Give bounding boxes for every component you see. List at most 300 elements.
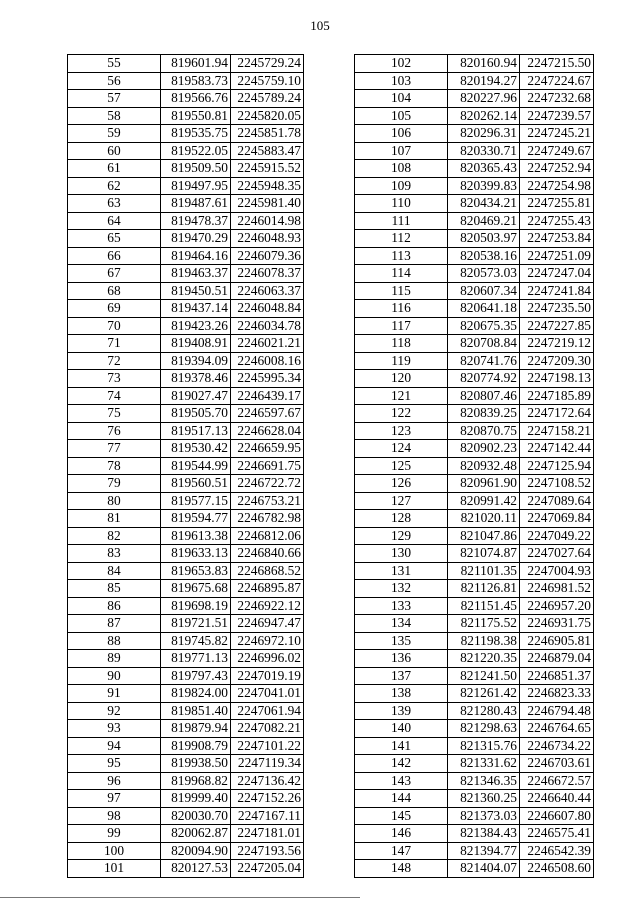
point-number-cell: 119	[355, 352, 448, 370]
table-row	[68, 230, 304, 248]
y-coordinate-cell: 2247069.84	[520, 510, 594, 528]
point-number-cell: 91	[68, 685, 161, 703]
table-row	[68, 265, 304, 283]
x-coordinate-cell: 821151.45	[448, 597, 520, 615]
y-coordinate-cell: 2247041.01	[231, 685, 304, 703]
x-coordinate-cell: 821315.76	[448, 737, 520, 755]
x-coordinate-cell: 820839.25	[448, 405, 520, 423]
point-number-cell: 69	[68, 300, 161, 318]
table-row	[68, 212, 304, 230]
point-number-cell: 137	[355, 667, 448, 685]
y-coordinate-cell: 2246879.04	[520, 650, 594, 668]
y-coordinate-cell: 2245981.40	[231, 195, 304, 213]
x-coordinate-cell: 819509.50	[161, 160, 231, 178]
point-number-cell: 62	[68, 177, 161, 195]
y-coordinate-cell: 2245759.10	[231, 72, 304, 90]
point-number-cell: 118	[355, 335, 448, 353]
x-coordinate-cell: 819721.51	[161, 615, 231, 633]
table-row	[68, 195, 304, 213]
point-number-cell: 105	[355, 107, 448, 125]
table-row	[68, 107, 304, 125]
table-row	[355, 755, 594, 773]
x-coordinate-cell: 819851.40	[161, 702, 231, 720]
table-row	[355, 702, 594, 720]
y-coordinate-cell: 2247249.67	[520, 142, 594, 160]
point-number-cell: 133	[355, 597, 448, 615]
table-row	[68, 825, 304, 843]
x-coordinate-cell: 821298.63	[448, 720, 520, 738]
point-number-cell: 104	[355, 90, 448, 108]
table-row	[355, 562, 594, 580]
y-coordinate-cell: 2246439.17	[231, 387, 304, 405]
table-row	[68, 510, 304, 528]
point-number-cell: 87	[68, 615, 161, 633]
y-coordinate-cell: 2245915.52	[231, 160, 304, 178]
y-coordinate-cell: 2247245.21	[520, 125, 594, 143]
point-number-cell: 127	[355, 492, 448, 510]
point-number-cell: 63	[68, 195, 161, 213]
point-number-cell: 81	[68, 510, 161, 528]
x-coordinate-cell: 819999.40	[161, 790, 231, 808]
x-coordinate-cell: 821331.62	[448, 755, 520, 773]
y-coordinate-cell: 2245789.24	[231, 90, 304, 108]
table-row	[68, 405, 304, 423]
x-coordinate-cell: 821373.03	[448, 807, 520, 825]
table-row	[355, 597, 594, 615]
table-row	[355, 685, 594, 703]
x-coordinate-cell: 820062.87	[161, 825, 231, 843]
point-number-cell: 109	[355, 177, 448, 195]
table-row	[355, 440, 594, 458]
x-coordinate-cell: 819437.14	[161, 300, 231, 318]
point-number-cell: 60	[68, 142, 161, 160]
table-row	[68, 580, 304, 598]
y-coordinate-cell: 2247004.93	[520, 562, 594, 580]
table-row	[68, 807, 304, 825]
x-coordinate-cell: 819550.81	[161, 107, 231, 125]
table-row	[68, 125, 304, 143]
point-number-cell: 138	[355, 685, 448, 703]
x-coordinate-cell: 819938.50	[161, 755, 231, 773]
x-coordinate-cell: 819879.94	[161, 720, 231, 738]
x-coordinate-cell: 820434.21	[448, 195, 520, 213]
y-coordinate-cell: 2247227.85	[520, 317, 594, 335]
point-number-cell: 82	[68, 527, 161, 545]
y-coordinate-cell: 2246823.33	[520, 685, 594, 703]
table-row	[68, 282, 304, 300]
y-coordinate-cell: 2246794.48	[520, 702, 594, 720]
y-coordinate-cell: 2247235.50	[520, 300, 594, 318]
table-row	[355, 90, 594, 108]
table-row	[355, 265, 594, 283]
y-coordinate-cell: 2247251.09	[520, 247, 594, 265]
point-number-cell: 55	[68, 55, 161, 73]
x-coordinate-cell: 820573.03	[448, 265, 520, 283]
y-coordinate-cell: 2246063.37	[231, 282, 304, 300]
x-coordinate-cell: 821220.35	[448, 650, 520, 668]
x-coordinate-cell: 820932.48	[448, 457, 520, 475]
table-row	[355, 317, 594, 335]
x-coordinate-cell: 821384.43	[448, 825, 520, 843]
x-coordinate-cell: 821346.35	[448, 772, 520, 790]
y-coordinate-cell: 2246008.16	[231, 352, 304, 370]
point-number-cell: 75	[68, 405, 161, 423]
point-number-cell: 56	[68, 72, 161, 90]
point-number-cell: 148	[355, 860, 448, 878]
x-coordinate-cell: 819583.73	[161, 72, 231, 90]
x-coordinate-cell: 820030.70	[161, 807, 231, 825]
point-number-cell: 74	[68, 387, 161, 405]
table-row	[68, 457, 304, 475]
x-coordinate-cell: 820127.53	[161, 860, 231, 878]
point-number-cell: 115	[355, 282, 448, 300]
table-row	[68, 475, 304, 493]
x-coordinate-cell: 821101.35	[448, 562, 520, 580]
table-row	[68, 790, 304, 808]
y-coordinate-cell: 2247205.04	[231, 860, 304, 878]
x-coordinate-cell: 820469.21	[448, 212, 520, 230]
y-coordinate-cell: 2246840.66	[231, 545, 304, 563]
point-number-cell: 126	[355, 475, 448, 493]
y-coordinate-cell: 2246931.75	[520, 615, 594, 633]
table-row	[68, 842, 304, 860]
y-coordinate-cell: 2246542.39	[520, 842, 594, 860]
table-row	[355, 247, 594, 265]
y-coordinate-cell: 2246628.04	[231, 422, 304, 440]
x-coordinate-cell: 821404.07	[448, 860, 520, 878]
x-coordinate-cell: 820262.14	[448, 107, 520, 125]
table-row	[68, 667, 304, 685]
point-number-cell: 77	[68, 440, 161, 458]
table-row	[355, 667, 594, 685]
table-row	[355, 545, 594, 563]
x-coordinate-cell: 819566.76	[161, 90, 231, 108]
x-coordinate-cell: 819517.13	[161, 422, 231, 440]
x-coordinate-cell: 819505.70	[161, 405, 231, 423]
x-coordinate-cell: 821126.81	[448, 580, 520, 598]
y-coordinate-cell: 2247241.84	[520, 282, 594, 300]
point-number-cell: 113	[355, 247, 448, 265]
y-coordinate-cell: 2247108.52	[520, 475, 594, 493]
x-coordinate-cell: 820194.27	[448, 72, 520, 90]
bottom-divider	[0, 897, 360, 898]
y-coordinate-cell: 2246734.22	[520, 737, 594, 755]
y-coordinate-cell: 2247232.68	[520, 90, 594, 108]
y-coordinate-cell: 2246922.12	[231, 597, 304, 615]
y-coordinate-cell: 2245883.47	[231, 142, 304, 160]
table-row	[355, 72, 594, 90]
point-number-cell: 98	[68, 807, 161, 825]
x-coordinate-cell: 819594.77	[161, 510, 231, 528]
x-coordinate-cell: 819601.94	[161, 55, 231, 73]
table-row	[68, 755, 304, 773]
table-row	[68, 597, 304, 615]
y-coordinate-cell: 2246607.80	[520, 807, 594, 825]
x-coordinate-cell: 819908.79	[161, 737, 231, 755]
y-coordinate-cell: 2246703.61	[520, 755, 594, 773]
point-number-cell: 108	[355, 160, 448, 178]
y-coordinate-cell: 2247215.50	[520, 55, 594, 73]
point-number-cell: 139	[355, 702, 448, 720]
x-coordinate-cell: 820641.18	[448, 300, 520, 318]
table-row	[68, 720, 304, 738]
y-coordinate-cell: 2247198.13	[520, 370, 594, 388]
table-row	[68, 440, 304, 458]
x-coordinate-cell: 820538.16	[448, 247, 520, 265]
table-row	[68, 335, 304, 353]
point-number-cell: 107	[355, 142, 448, 160]
y-coordinate-cell: 2246597.67	[231, 405, 304, 423]
y-coordinate-cell: 2247101.22	[231, 737, 304, 755]
y-coordinate-cell: 2247185.89	[520, 387, 594, 405]
table-row	[355, 352, 594, 370]
point-number-cell: 117	[355, 317, 448, 335]
y-coordinate-cell: 2247255.81	[520, 195, 594, 213]
point-number-cell: 125	[355, 457, 448, 475]
point-number-cell: 132	[355, 580, 448, 598]
table-row	[68, 300, 304, 318]
table-row	[355, 580, 594, 598]
point-number-cell: 122	[355, 405, 448, 423]
x-coordinate-cell: 820160.94	[448, 55, 520, 73]
y-coordinate-cell: 2247158.21	[520, 422, 594, 440]
table-row	[355, 527, 594, 545]
y-coordinate-cell: 2247247.04	[520, 265, 594, 283]
point-number-cell: 97	[68, 790, 161, 808]
table-row	[355, 632, 594, 650]
table-row	[68, 177, 304, 195]
x-coordinate-cell: 819464.16	[161, 247, 231, 265]
point-number-cell: 128	[355, 510, 448, 528]
y-coordinate-cell: 2246640.44	[520, 790, 594, 808]
y-coordinate-cell: 2247219.12	[520, 335, 594, 353]
y-coordinate-cell: 2246957.20	[520, 597, 594, 615]
table-row	[355, 737, 594, 755]
x-coordinate-cell: 819698.19	[161, 597, 231, 615]
point-number-cell: 90	[68, 667, 161, 685]
x-coordinate-cell: 821175.52	[448, 615, 520, 633]
point-number-cell: 129	[355, 527, 448, 545]
x-coordinate-cell: 819027.47	[161, 387, 231, 405]
y-coordinate-cell: 2247142.44	[520, 440, 594, 458]
y-coordinate-cell: 2245820.05	[231, 107, 304, 125]
x-coordinate-cell: 820961.90	[448, 475, 520, 493]
table-row	[68, 562, 304, 580]
table-row	[355, 142, 594, 160]
x-coordinate-cell: 820741.76	[448, 352, 520, 370]
point-number-cell: 95	[68, 755, 161, 773]
table-row	[355, 212, 594, 230]
x-coordinate-cell: 819560.51	[161, 475, 231, 493]
table-row	[355, 230, 594, 248]
table-row	[68, 160, 304, 178]
x-coordinate-cell: 819633.13	[161, 545, 231, 563]
x-coordinate-cell: 821198.38	[448, 632, 520, 650]
y-coordinate-cell: 2246947.47	[231, 615, 304, 633]
table-row	[355, 825, 594, 843]
x-coordinate-cell: 819968.82	[161, 772, 231, 790]
point-number-cell: 131	[355, 562, 448, 580]
y-coordinate-cell: 2247027.64	[520, 545, 594, 563]
point-number-cell: 86	[68, 597, 161, 615]
x-coordinate-cell: 819797.43	[161, 667, 231, 685]
x-coordinate-cell: 821047.86	[448, 527, 520, 545]
y-coordinate-cell: 2246722.72	[231, 475, 304, 493]
y-coordinate-cell: 2247125.94	[520, 457, 594, 475]
point-number-cell: 120	[355, 370, 448, 388]
y-coordinate-cell: 2246996.02	[231, 650, 304, 668]
table-row	[355, 720, 594, 738]
y-coordinate-cell: 2246981.52	[520, 580, 594, 598]
point-number-cell: 146	[355, 825, 448, 843]
x-coordinate-cell: 820330.71	[448, 142, 520, 160]
point-number-cell: 147	[355, 842, 448, 860]
y-coordinate-cell: 2246048.93	[231, 230, 304, 248]
table-row	[68, 492, 304, 510]
y-coordinate-cell: 2245948.35	[231, 177, 304, 195]
point-number-cell: 101	[68, 860, 161, 878]
table-row	[68, 55, 304, 73]
table-row	[355, 650, 594, 668]
x-coordinate-cell: 819771.13	[161, 650, 231, 668]
table-row	[355, 615, 594, 633]
point-number-cell: 116	[355, 300, 448, 318]
x-coordinate-cell: 819423.26	[161, 317, 231, 335]
table-row	[68, 860, 304, 878]
x-coordinate-cell: 819394.09	[161, 352, 231, 370]
table-row	[355, 300, 594, 318]
x-coordinate-cell: 819544.99	[161, 457, 231, 475]
x-coordinate-cell: 820675.35	[448, 317, 520, 335]
point-number-cell: 88	[68, 632, 161, 650]
x-coordinate-cell: 820902.23	[448, 440, 520, 458]
table-row	[355, 405, 594, 423]
x-coordinate-cell: 819378.46	[161, 370, 231, 388]
point-number-cell: 141	[355, 737, 448, 755]
x-coordinate-cell: 819478.37	[161, 212, 231, 230]
x-coordinate-cell: 819463.37	[161, 265, 231, 283]
table-row	[68, 685, 304, 703]
point-number-cell: 72	[68, 352, 161, 370]
x-coordinate-cell: 819530.42	[161, 440, 231, 458]
point-number-cell: 143	[355, 772, 448, 790]
x-coordinate-cell: 821241.50	[448, 667, 520, 685]
y-coordinate-cell: 2247089.64	[520, 492, 594, 510]
point-number-cell: 144	[355, 790, 448, 808]
table-row	[68, 545, 304, 563]
table-row	[68, 90, 304, 108]
point-number-cell: 89	[68, 650, 161, 668]
point-number-cell: 66	[68, 247, 161, 265]
y-coordinate-cell: 2246764.65	[520, 720, 594, 738]
point-number-cell: 68	[68, 282, 161, 300]
point-number-cell: 93	[68, 720, 161, 738]
y-coordinate-cell: 2246905.81	[520, 632, 594, 650]
point-number-cell: 92	[68, 702, 161, 720]
x-coordinate-cell: 819675.68	[161, 580, 231, 598]
x-coordinate-cell: 820227.96	[448, 90, 520, 108]
point-number-cell: 96	[68, 772, 161, 790]
point-number-cell: 94	[68, 737, 161, 755]
page-number: 105	[310, 18, 330, 33]
y-coordinate-cell: 2246048.84	[231, 300, 304, 318]
x-coordinate-cell: 820774.92	[448, 370, 520, 388]
x-coordinate-cell: 819522.05	[161, 142, 231, 160]
table-row	[355, 125, 594, 143]
point-number-cell: 73	[68, 370, 161, 388]
point-number-cell: 124	[355, 440, 448, 458]
y-coordinate-cell: 2246014.98	[231, 212, 304, 230]
x-coordinate-cell: 820094.90	[161, 842, 231, 860]
point-number-cell: 135	[355, 632, 448, 650]
y-coordinate-cell: 2246078.37	[231, 265, 304, 283]
table-row	[355, 772, 594, 790]
y-coordinate-cell: 2247181.01	[231, 825, 304, 843]
point-number-cell: 145	[355, 807, 448, 825]
y-coordinate-cell: 2246753.21	[231, 492, 304, 510]
x-coordinate-cell: 820708.84	[448, 335, 520, 353]
x-coordinate-cell: 821360.25	[448, 790, 520, 808]
table-row	[355, 335, 594, 353]
table-row	[68, 702, 304, 720]
y-coordinate-cell: 2247061.94	[231, 702, 304, 720]
y-coordinate-cell: 2246851.37	[520, 667, 594, 685]
y-coordinate-cell: 2246575.41	[520, 825, 594, 843]
table-row	[68, 317, 304, 335]
x-coordinate-cell: 820296.31	[448, 125, 520, 143]
y-coordinate-cell: 2247082.21	[231, 720, 304, 738]
table-row	[355, 55, 594, 73]
y-coordinate-cell: 2247224.67	[520, 72, 594, 90]
table-row	[355, 107, 594, 125]
point-number-cell: 123	[355, 422, 448, 440]
x-coordinate-cell: 820399.83	[448, 177, 520, 195]
table-row	[355, 860, 594, 878]
x-coordinate-cell: 819487.61	[161, 195, 231, 213]
point-number-cell: 136	[355, 650, 448, 668]
y-coordinate-cell: 2246034.78	[231, 317, 304, 335]
x-coordinate-cell: 821394.77	[448, 842, 520, 860]
point-number-cell: 65	[68, 230, 161, 248]
point-number-cell: 67	[68, 265, 161, 283]
x-coordinate-cell: 821280.43	[448, 702, 520, 720]
y-coordinate-cell: 2247239.57	[520, 107, 594, 125]
y-coordinate-cell: 2246508.60	[520, 860, 594, 878]
table-row	[68, 370, 304, 388]
point-number-cell: 70	[68, 317, 161, 335]
table-row	[68, 650, 304, 668]
x-coordinate-cell: 820503.97	[448, 230, 520, 248]
y-coordinate-cell: 2247209.30	[520, 352, 594, 370]
point-number-cell: 99	[68, 825, 161, 843]
point-number-cell: 84	[68, 562, 161, 580]
x-coordinate-cell: 820365.43	[448, 160, 520, 178]
point-number-cell: 76	[68, 422, 161, 440]
y-coordinate-cell: 2247193.56	[231, 842, 304, 860]
table-row	[355, 422, 594, 440]
y-coordinate-cell: 2247119.34	[231, 755, 304, 773]
point-number-cell: 121	[355, 387, 448, 405]
y-coordinate-cell: 2246079.36	[231, 247, 304, 265]
x-coordinate-cell: 819497.95	[161, 177, 231, 195]
table-row	[68, 352, 304, 370]
x-coordinate-cell: 819470.29	[161, 230, 231, 248]
x-coordinate-cell: 821261.42	[448, 685, 520, 703]
table-row	[68, 632, 304, 650]
y-coordinate-cell: 2247136.42	[231, 772, 304, 790]
x-coordinate-cell: 821074.87	[448, 545, 520, 563]
coordinates-table-right	[354, 54, 594, 878]
